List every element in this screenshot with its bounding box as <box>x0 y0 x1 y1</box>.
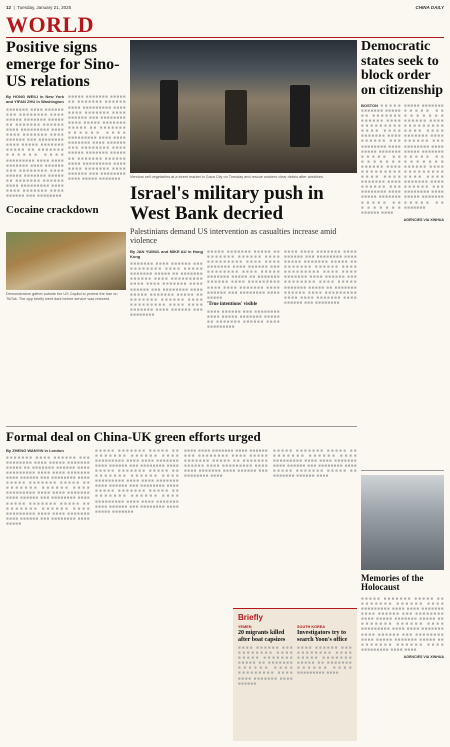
story-bottom-col-3 <box>184 448 268 526</box>
story-left <box>6 40 126 218</box>
divider-right <box>361 470 444 471</box>
story-main-dek: Palestinians demand US intervention as casualties increase amid violence <box>130 226 337 245</box>
digest-item-body <box>297 645 352 676</box>
story-right-columns <box>361 103 444 215</box>
photo-figure <box>160 80 178 140</box>
story-left-headline: Positive signs emerge for Sino-US relations <box>6 39 120 90</box>
body-text-placeholder: ■■■■■ ■■■■■■■ ■■■■■ ■■ ■■■■■■■ ■■■■■■ ■■■■ ■■■■■■■■■ ■■■■ ■■■■ ■■■■■■■ ■■■■ ■■■■■■ ■■■ ■■■■■■■■ ■■■■ ■■■■■ ■■■■■■■ ■■■■■ ■■ ■■■■■■■ ■■■■■■ ■■■■ ■■■■■■■■■ ■■■■ ■■■■ ■■■■■■■ ■■■■ ■■■■■■ ■■■ ■■■■■■■■ ■■■■ ■■■■■ ■■■■■■■ ■■■■■ ■■ ■■■■■■■ <box>404 102 444 210</box>
story-right-signoff: AGENCIES VIA XINHUA <box>403 217 444 222</box>
story-bottom-col-2 <box>95 448 179 526</box>
digest-item-location: YEMEN <box>238 625 252 629</box>
body-text-placeholder: ■■■■■ ■■■■■■■ ■■■■■ ■■ ■■■■■■■ ■■■■■■ ■■■■ ■■■■■■■■■ ■■■■ ■■■■ ■■■■■■■ ■■■■ ■■■■■■ ■■■ ■■■■■■■■ ■■■■ ■■■■■ ■■■■■■■ ■■■■■ ■■ ■■■■■■■ ■■■■■■ ■■■■ ■■■■■■■■■ ■■■■ ■■■■ ■■■■■■■ ■■■■ ■■■■■■ ■■■ ■■■■■■■■ ■■■■ ■■■■■ ■■■■■■■ ■■■■■ ■■ ■■■■■■■ ■■■■■■ ■■■■ <box>361 102 401 215</box>
body-text-placeholder: ■■■■■■■ ■■■■ ■■■■■■ ■■■ ■■■■■■■■ ■■■■ ■■■■■ ■■■■■■■ ■■■■■ ■■ ■■■■■■■ ■■■■■■ ■■■■ ■■■■■■■■■ ■■■■ ■■■■ ■■■■■■■ ■■■■ ■■■■■■ ■■■ ■■■■■■■■ ■■■■ ■■■■■ ■■■■■■■ ■■■■■ ■■ ■■■■■■■ ■■■■■■ ■■■■ ■■■■■■■■■ ■■■■ ■■■■ ■■■■■■■ ■■■■ ■■■■■■ ■■■ ■■■■■■■■ <box>130 261 203 317</box>
story-bottom <box>6 430 357 526</box>
story-right <box>361 40 444 222</box>
story-right-headline: Democratic states seek to block order on citizenship <box>361 39 444 99</box>
protest-photo-caption: Demonstrators gather outside the US Capitol to protest the ban on TikTok. The app briefly went dark before service was restored. <box>6 292 118 301</box>
digest-item-location: SOUTH KOREA <box>297 625 326 629</box>
story-main-crosshead: 'True intentions' visible <box>207 301 258 307</box>
story-right-dateline: BOSTON <box>361 102 379 108</box>
story-bottom-col-1 <box>6 448 90 526</box>
photo-figure <box>290 85 310 147</box>
story-left-col-1 <box>6 94 64 198</box>
page-date: Tuesday, January 21, 2025 <box>17 4 72 10</box>
publication-name: CHINA DAILY <box>415 4 444 10</box>
story-left-byline: By HONG WEILI in New York and YIFAN ZHU in Washington <box>6 94 64 105</box>
protest-photo <box>6 232 126 290</box>
photo-figure <box>225 90 247 145</box>
body-text-placeholder: ■■■■ ■■■■ ■■■■■■■ ■■■■ ■■■■■■ ■■■ ■■■■■■■■ ■■■■ ■■■■■ ■■■■■■■ ■■■■■ ■■ ■■■■■■■ ■■■■■■ ■■■■ ■■■■■■■■■ ■■■■ ■■■■ ■■■■■■■ ■■■■ ■■■■■■ ■■■ ■■■■■■■■ ■■■■ ■■■■■ ■■■■■■■ ■■■■■ ■■ ■■■■■■■ ■■■■■■ ■■■■ ■■■■■■■■■ ■■■■ ■■■■ ■■■■■■■ ■■■■ ■■■■■■ ■■■ ■■■■■■■■ <box>284 248 357 305</box>
story-bottom-byline: By ZHENG WANYIN in London <box>6 447 64 453</box>
body-text-placeholder: ■■■■ ■■■■■■ ■■■ ■■■■■■■■ ■■■■ ■■■■■ ■■■■■■■ ■■■■■ ■■ ■■■■■■■ ■■■■■■ ■■■■ ■■■■■■■■■ ■■■■ <box>297 645 352 676</box>
news-digest-box <box>233 608 357 741</box>
memories-signoff: AGENCIES VIA XINHUA <box>403 654 444 659</box>
body-text-placeholder: ■■■■■ ■■■■■■■ ■■■■■ ■■ ■■■■■■■ ■■■■■■ ■■■■ ■■■■■■■■■ ■■■■ ■■■■ ■■■■■■■ ■■■■ ■■■■■■ ■■■ ■■■■■■■■ ■■■■ ■■■■■ ■■■■■■■ ■■■■■ ■■ ■■■■■■■ ■■■■■■ ■■■■ ■■■■■■■■■ ■■■■ ■■■■ ■■■■■■■ ■■■■ ■■■■■■ ■■■ ■■■■■■■■ ■■■■ ■■■■■ ■■■■■■■ ■■■■■ ■■ ■■■■■■■ ■■■■■■ ■■■■ ■■■■■■■■■ ■■■■ ■■■■ <box>361 595 444 652</box>
masthead <box>6 3 444 11</box>
story-main-headline: Israel's military push in West Bank decried <box>130 183 324 224</box>
story-bottom-columns <box>6 448 357 526</box>
story-main-col-1 <box>130 249 203 329</box>
digest-item <box>238 625 293 686</box>
section-rule <box>6 37 444 38</box>
digest-items <box>238 625 352 686</box>
story-right-col-2 <box>404 103 444 215</box>
story-left-crosshead: Cocaine crackdown <box>6 204 99 217</box>
market-photo-caption: Vendors sell vegetables at a street market in Gaza City on Tuesday and rescue workers clear debris after airstrikes. <box>130 175 324 179</box>
market-photo <box>130 40 357 173</box>
story-left-col-2 <box>68 94 126 198</box>
divider-bottom <box>6 426 357 427</box>
story-left-columns <box>6 94 126 198</box>
story-main <box>130 184 357 329</box>
section-title: WORLD <box>6 12 95 37</box>
digest-item-headline: Investigators try to search Yoon's office <box>297 630 348 643</box>
digest-item-body <box>238 645 293 686</box>
masthead-left: 12 | Tuesday, January 21, 2025 <box>6 4 72 10</box>
memories-photo <box>361 475 444 570</box>
story-bottom-col-4 <box>273 448 357 526</box>
body-text-placeholder: ■■■■■ ■■■■■■■ ■■■■■ ■■ ■■■■■■■ ■■■■■■ ■■■■ ■■■■■■■■■ ■■■■ ■■■■ ■■■■■■■ ■■■■ ■■■■■■ ■■■ ■■■■■■■■ ■■■■ ■■■■■ ■■■■■■■ ■■■■■ ■■ ■■■■■■■ ■■■■■■ ■■■■ ■■■■■■■■■ ■■■■ ■■■■ ■■■■■■■ ■■■■ ■■■■■■ ■■■ ■■■■■■■■ ■■■■ ■■■■■ ■■■■■■■ ■■■■■ ■■ ■■■■■■■ ■■■■■■ ■■■■ ■■■■■■■■■ ■■■■ ■■■■ ■■■■■■■ ■■■■ ■■■■■■ ■■■ ■■■■■■■■ ■■■■ ■■■■■ ■■■■■■■ <box>95 447 179 514</box>
body-text-placeholder: ■■■■ ■■■■■■ ■■■ ■■■■■■■■ ■■■■ ■■■■■ ■■■■■■■ ■■■■■ ■■ ■■■■■■■ ■■■■■■ ■■■■ ■■■■■■■■■ ■■■■ ■■■■ ■■■■■■■ ■■■■ ■■■■■■ <box>238 645 293 686</box>
body-text-placeholder: ■■■■■ ■■■■■■■ ■■■■■ ■■ ■■■■■■■ ■■■■■■ ■■■■ ■■■■■■■■■ ■■■■ ■■■■ ■■■■■■■ ■■■■ ■■■■■■ ■■■ ■■■■■■■■ ■■■■ ■■■■■ ■■■■■■■ ■■■■■ ■■ ■■■■■■■ ■■■■■■ ■■■■ <box>273 447 357 479</box>
story-main-byline: By JAN YUMUL and MIKE AU in Hong Kong <box>130 248 203 259</box>
story-main-columns <box>130 249 357 329</box>
memories-body <box>361 596 444 652</box>
body-text-placeholder: ■■■■■■■ ■■■■ ■■■■■■ ■■■ ■■■■■■■■ ■■■■ ■■■■■ ■■■■■■■ ■■■■■ ■■ ■■■■■■■ ■■■■■■ ■■■■ ■■■■■■■■■ ■■■■ ■■■■ ■■■■■■■ ■■■■ ■■■■■■ ■■■ ■■■■■■■■ ■■■■ ■■■■■ ■■■■■■■ ■■■■■ ■■ ■■■■■■■ ■■■■■■ ■■■■ ■■■■■■■■■ ■■■■ ■■■■ ■■■■■■■ ■■■■ ■■■■■■ ■■■ ■■■■■■■■ ■■■■ ■■■■■ ■■■■■■■ ■■■■■ ■■ ■■■■■■■ ■■■■■■ ■■■■ ■■■■■■■■■ ■■■■ ■■■■ ■■■■■■■ ■■■■ ■■■■■■ ■■■ ■■■■■■■■ <box>6 106 64 199</box>
body-text-placeholder: ■■■■ ■■■■ ■■■■■■■ ■■■■ ■■■■■■ ■■■ ■■■■■■■■ ■■■■ ■■■■■ ■■■■■■■ ■■■■■ ■■ ■■■■■■■ ■■■■■■ ■■■■ ■■■■■■■■■ ■■■■ ■■■■ ■■■■■■■ ■■■■ ■■■■■■ ■■■ ■■■■■■■■ ■■■■ <box>184 447 268 479</box>
body-text-placeholder: ■■■■ ■■■■■■ ■■■ ■■■■■■■■ ■■■■ ■■■■■ ■■■■■■■ ■■■■■ ■■ ■■■■■■■ ■■■■■■ ■■■■ ■■■■■■■■■ <box>207 308 280 330</box>
story-right-col-1 <box>361 103 401 215</box>
story-main-col-2 <box>207 249 280 329</box>
body-text-placeholder: ■■■■■ ■■■■■■■ ■■■■■ ■■ ■■■■■■■ ■■■■■■ ■■■■ ■■■■■■■■■ ■■■■ ■■■■ ■■■■■■■ ■■■■ ■■■■■■ ■■■ ■■■■■■■■ ■■■■ ■■■■■ ■■■■■■■ ■■■■■ ■■ ■■■■■■■ ■■■■■■ ■■■■ ■■■■■■■■■ ■■■■ ■■■■ ■■■■■■■ ■■■■ ■■■■■■ ■■■ ■■■■■■■■ ■■■■ ■■■■■ <box>207 248 280 300</box>
memories-headline: Memories of the Holocaust <box>361 573 424 593</box>
story-main-col-3 <box>284 249 357 329</box>
body-text-placeholder: ■■■■■■■ ■■■■ ■■■■■■ ■■■ ■■■■■■■■ ■■■■ ■■■■■ ■■■■■■■ ■■■■■ ■■ ■■■■■■■ ■■■■■■ ■■■■ ■■■■■■■■■ ■■■■ ■■■■ ■■■■■■■ ■■■■ ■■■■■■ ■■■ ■■■■■■■■ ■■■■ ■■■■■ ■■■■■■■ ■■■■■ ■■ ■■■■■■■ ■■■■■■ ■■■■ ■■■■■■■■■ ■■■■ ■■■■ ■■■■■■■ ■■■■ ■■■■■■ ■■■ ■■■■■■■■ ■■■■ ■■■■■ ■■■■■■■ ■■■■■ ■■ ■■■■■■■ ■■■■■■ ■■■■ ■■■■■■■■■ ■■■■ ■■■■ ■■■■■■■ ■■■■ ■■■■■■ ■■■ ■■■■■■■■ ■■■■ ■■■■■ <box>6 454 90 526</box>
story-bottom-headline: Formal deal on China-UK green efforts urged <box>6 429 261 444</box>
digest-item-headline: 20 migrants killed after boat capsizes <box>238 630 286 643</box>
page-number: 12 <box>6 4 12 10</box>
digest-title: Briefly <box>238 613 263 622</box>
body-text-placeholder: ■■■■■ ■■■■■■■ ■■■■■ ■■ ■■■■■■■ ■■■■■■ ■■■■ ■■■■■■■■■ ■■■■ ■■■■ ■■■■■■■ ■■■■ ■■■■■■ ■■■ ■■■■■■■■ ■■■■ ■■■■■ ■■■■■■■ ■■■■■ ■■ ■■■■■■■ ■■■■■■ ■■■■ ■■■■■■■■■ ■■■■ ■■■■ ■■■■■■■ ■■■■ ■■■■■■ ■■■ ■■■■■■■■ ■■■■ ■■■■■ ■■■■■■■ ■■■■■ ■■ ■■■■■■■ ■■■■■■ ■■■■ ■■■■■■■■■ ■■■■ ■■■■ ■■■■■■■ ■■■■ ■■■■■■ ■■■ ■■■■■■■■ ■■■■ ■■■■■ ■■■■■■■ <box>68 94 126 181</box>
digest-item <box>297 625 352 686</box>
story-memories <box>361 475 444 659</box>
